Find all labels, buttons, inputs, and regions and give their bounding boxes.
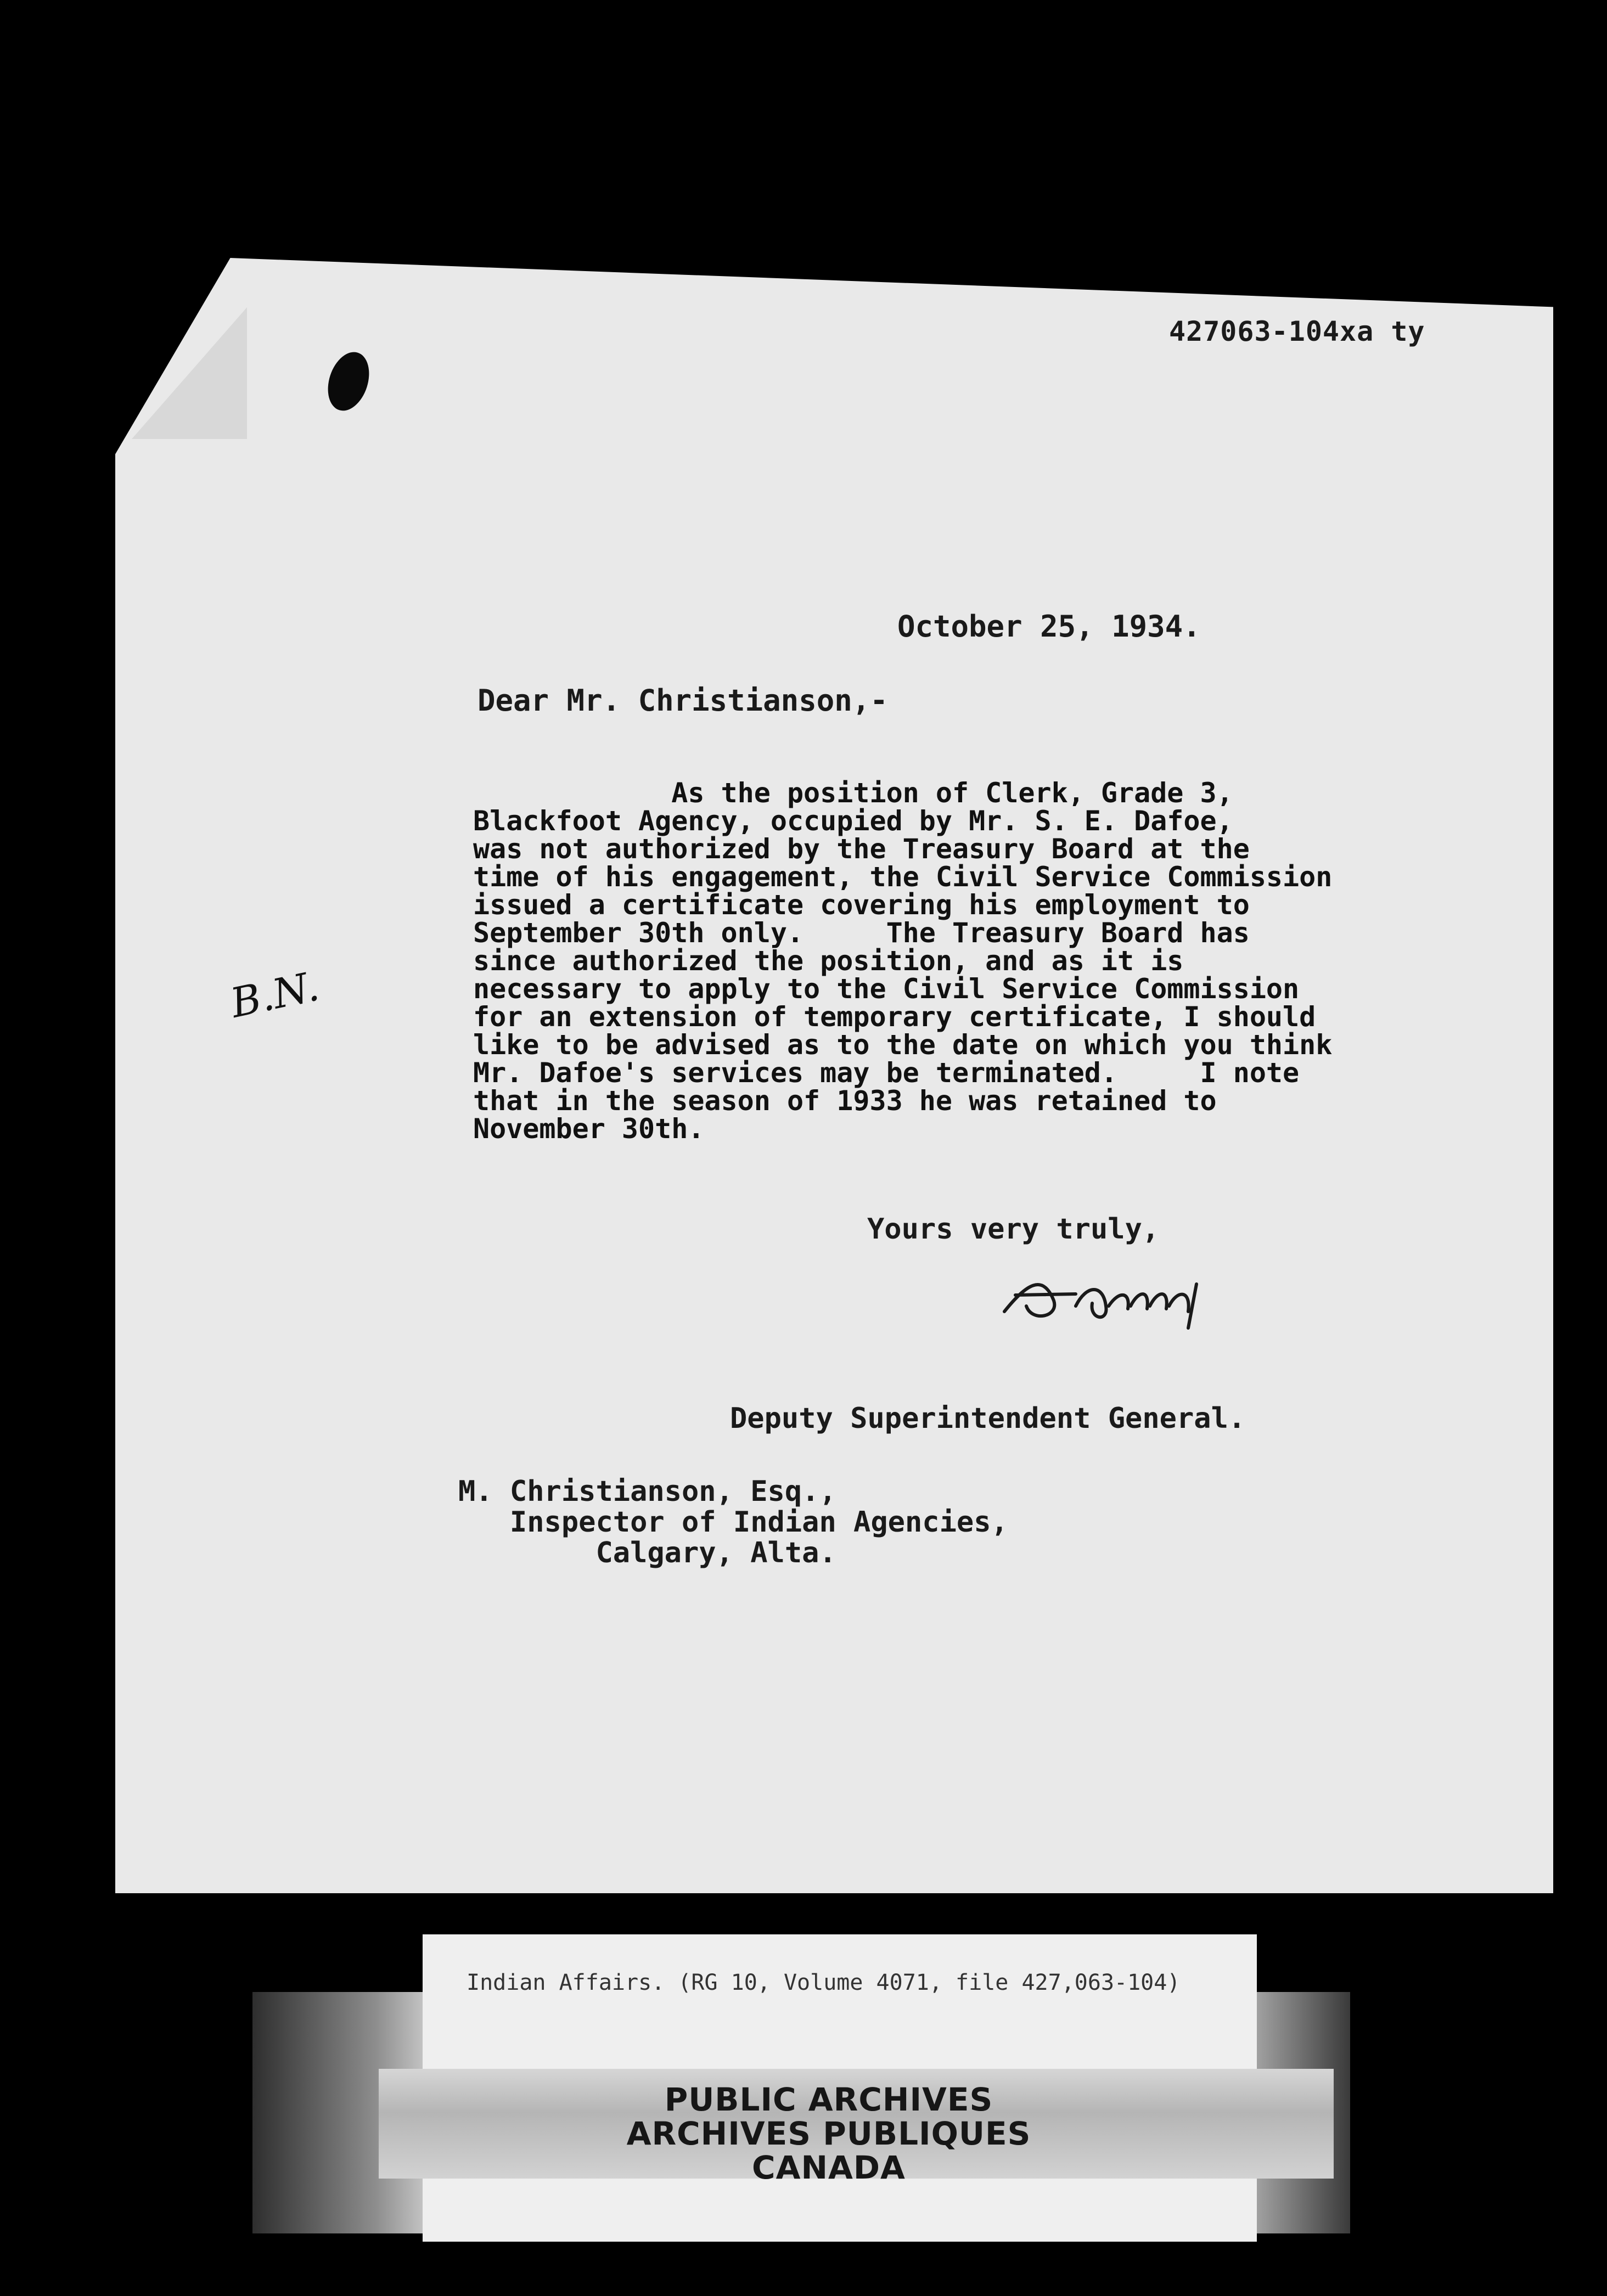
signatory-title: Deputy Superintendent General. (730, 1402, 1246, 1435)
body-line: was not authorized by the Treasury Board at the (473, 833, 1250, 865)
body-line: since authorized the position, and as it is (473, 945, 1184, 977)
body-line: time of his engagement, the Civil Service Commission (473, 861, 1333, 893)
archives-stamp (554, 2083, 1103, 2185)
archive-citation: Indian Affairs. (RG 10, Volume 4071, file 427,063-104) (467, 1970, 1181, 1995)
body-line: for an extension of temporary certificate, I should (473, 1001, 1316, 1033)
stamp-line: PUBLIC ARCHIVES (664, 2081, 993, 2118)
letter-body (473, 779, 1362, 1143)
addressee-line: Inspector of Indian Agencies, (458, 1506, 1008, 1539)
body-line: issued a certificate covering his employment to (473, 889, 1250, 921)
body-line: necessary to apply to the Civil Service Commission (473, 973, 1300, 1005)
body-line: like to be advised as to the date on which you think (473, 1029, 1333, 1061)
body-line: Mr. Dafoe's services may be terminated. I note (473, 1057, 1300, 1089)
body-line: that in the season of 1933 he was retained to (473, 1085, 1217, 1117)
stamp-line: CANADA (752, 2149, 906, 2186)
stamp-line: ARCHIVES PUBLIQUES (626, 2115, 1031, 2152)
folded-corner (132, 307, 247, 439)
letter-date: October 25, 1934. (897, 609, 1201, 644)
margin-annotation: B.N. (226, 963, 323, 1027)
body-line: As the position of Clerk, Grade 3, (473, 777, 1233, 809)
addressee-line: Calgary, Alta. (458, 1537, 836, 1569)
body-line: September 30th only. The Treasury Board has (473, 917, 1250, 949)
body-line: November 30th. (473, 1113, 705, 1145)
closing: Yours very truly, (867, 1213, 1160, 1246)
body-line: Blackfoot Agency, occupied by Mr. S. E. Dafoe, (473, 805, 1233, 837)
salutation: Dear Mr. Christianson,- (477, 683, 888, 718)
addressee-block (458, 1476, 1008, 1568)
addressee-line: M. Christianson, Esq., (458, 1475, 836, 1508)
file-reference-number: 427063-104xa ty (1169, 316, 1425, 347)
handwritten-signature (993, 1251, 1279, 1339)
